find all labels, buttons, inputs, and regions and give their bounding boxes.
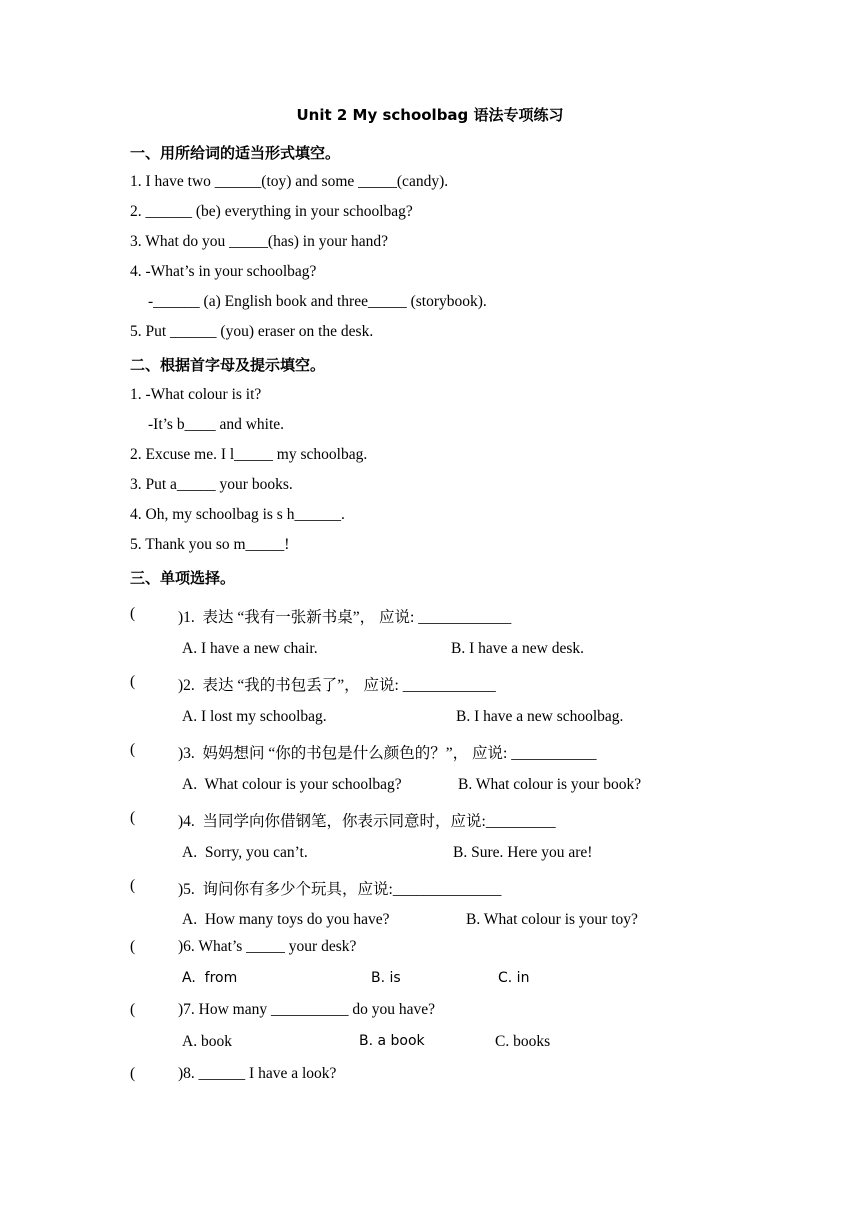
answer-paren: ( <box>130 938 136 955</box>
question-stem: )6. What’s _____ your desk? <box>178 938 357 955</box>
mc-question-4 <box>130 809 730 831</box>
q2-option-a: A. I lost my schoolbag. <box>182 708 327 725</box>
answer-paren: ( <box>130 605 136 622</box>
q1-option-b: B. I have a new desk. <box>451 640 584 657</box>
q7-option-a: A. book <box>182 1033 232 1050</box>
mc-question-2 <box>130 673 730 695</box>
q4-option-a: A. Sorry, you can’t. <box>182 844 308 861</box>
s1-item-5: 5. Put ______ (you) eraser on the desk. <box>130 323 374 340</box>
s1-item-4: 4. -What’s in your schoolbag? <box>130 263 317 280</box>
section-2-heading: 二、根据首字母及提示填空。 <box>130 356 326 374</box>
q6-option-b: B. is <box>371 970 401 986</box>
s2-item-4: 4. Oh, my schoolbag is s h______. <box>130 506 345 523</box>
mc-question-6 <box>130 938 730 960</box>
q5-option-b: B. What colour is your toy? <box>466 911 638 928</box>
mc-question-7 <box>130 1001 730 1023</box>
s2-item-3: 3. Put a_____ your books. <box>130 476 293 493</box>
answer-paren: ( <box>130 741 136 758</box>
q6-option-c: C. in <box>498 970 530 986</box>
mc-question-1 <box>130 605 730 627</box>
s2-item-2: 2. Excuse me. I l_____ my schoolbag. <box>130 446 368 463</box>
worksheet-title: Unit 2 My schoolbag 语法专项练习 <box>296 106 564 124</box>
s2-item-1-answer: -It’s b____ and white. <box>148 416 285 433</box>
answer-paren: ( <box>130 1001 136 1018</box>
q6-option-a: A. from <box>182 970 238 986</box>
q2-option-b: B. I have a new schoolbag. <box>456 708 624 725</box>
mc-question-3 <box>130 741 730 763</box>
q4-option-b: B. Sure. Here you are! <box>453 844 593 861</box>
question-stem: )5. 询问你有多少个玩具，应说:______________ <box>178 881 502 898</box>
q5-option-a: A. How many toys do you have? <box>182 911 390 928</box>
answer-paren: ( <box>130 809 136 826</box>
s1-item-2: 2. ______ (be) everything in your schoolbag? <box>130 203 413 220</box>
q3-option-a: A. What colour is your schoolbag? <box>182 776 402 793</box>
mc-question-5 <box>130 877 730 899</box>
s2-item-5: 5. Thank you so m_____! <box>130 536 290 553</box>
answer-paren: ( <box>130 1065 136 1082</box>
q7-option-b: B. a book <box>359 1033 425 1049</box>
s2-item-1: 1. -What colour is it? <box>130 386 262 403</box>
section-1-heading: 一、用所给词的适当形式填空。 <box>130 144 341 162</box>
question-stem: )1. 表达 “我有一张新书桌”， 应说: ____________ <box>178 609 512 626</box>
answer-paren: ( <box>130 877 136 894</box>
question-stem: )4. 当同学向你借钢笔，你表示同意时，应说:_________ <box>178 813 556 830</box>
question-stem: )7. How many __________ do you have? <box>178 1001 435 1018</box>
question-stem: )2. 表达 “我的书包丢了”， 应说: ____________ <box>178 677 496 694</box>
question-stem: )8. ______ I have a look? <box>178 1065 337 1082</box>
q1-option-a: A. I have a new chair. <box>182 640 318 657</box>
s1-item-1: 1. I have two ______(toy) and some _____(candy). <box>130 173 449 190</box>
mc-question-8 <box>130 1065 730 1087</box>
q3-option-b: B. What colour is your book? <box>458 776 642 793</box>
answer-paren: ( <box>130 673 136 690</box>
section-3-heading: 三、单项选择。 <box>130 569 236 587</box>
q7-option-c: C. books <box>495 1033 551 1050</box>
s1-item-4-answer: -______ (a) English book and three_____ (storybook). <box>148 293 487 310</box>
s1-item-3: 3. What do you _____(has) in your hand? <box>130 233 388 250</box>
question-stem: )3. 妈妈想问 “你的书包是什么颜色的？”， 应说: ___________ <box>178 745 597 762</box>
